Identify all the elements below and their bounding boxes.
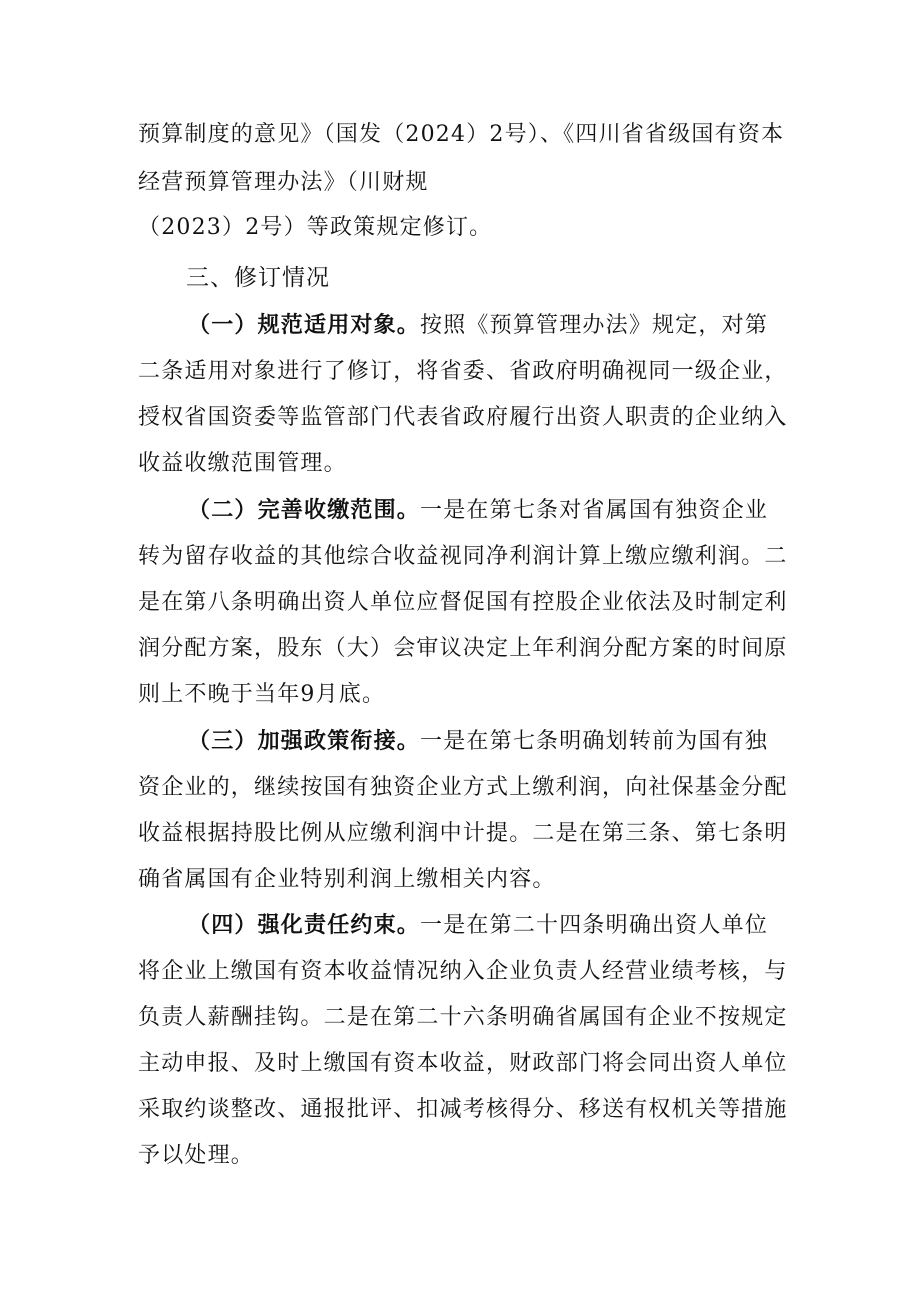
intro-line-1: 预算制度的意见》（国发（2024）2号）、《四川省省级国有资本 bbox=[138, 122, 785, 147]
item-3-line-3: 收益根据持股比例从应缴利润中计提。二是在第三条、第七条明 bbox=[138, 821, 788, 846]
item-3-label: （三）加强政策衔接。 bbox=[188, 729, 421, 754]
item-4-line-3: 负责人薪酬挂钩。二是在第二十六条明确省属国有企业不按规定 bbox=[138, 1005, 788, 1030]
item-1-first-line bbox=[188, 311, 768, 341]
item-4-line-4: 主动申报、及时上缴国有资本收益，财政部门将会同出资人单位 bbox=[138, 1051, 788, 1076]
item-4-line-5: 采取约谈整改、通报批评、扣减考核得分、移送有权机关等措施 bbox=[138, 1097, 788, 1122]
item-1-line-2: 二条适用对象进行了修订，将省委、省政府明确视同一级企业， bbox=[138, 359, 788, 384]
item-2-first-line-text: 一是在第七条对省属国有独资企业 bbox=[420, 498, 769, 523]
section-heading: 三、修订情况 bbox=[186, 265, 330, 291]
item-4-line-2: 将企业上缴国有资本收益情况纳入企业负责人经营业绩考核，与 bbox=[138, 959, 788, 984]
item-2-line-2: 转为留存收益的其他综合收益视同净利润计算上缴应缴利润。二 bbox=[138, 544, 788, 569]
item-1-line-3: 授权省国资委等监管部门代表省政府履行出资人职责的企业纳入 bbox=[138, 405, 788, 430]
item-2-label: （二）完善收缴范围。 bbox=[188, 498, 421, 523]
item-2-first-line bbox=[188, 496, 768, 526]
item-1-first-line-text: 按照《预算管理办法》规定，对第 bbox=[420, 313, 769, 338]
item-3-first-line bbox=[188, 727, 768, 757]
item-4-label: （四）强化责任约束。 bbox=[188, 913, 421, 938]
item-3-line-2: 资企业的，继续按国有独资企业方式上缴利润，向社保基金分配 bbox=[138, 775, 788, 800]
intro-line-2: 经营预算管理办法》（川财规 bbox=[138, 170, 429, 195]
item-3-first-line-text: 一是在第七条明确划转前为国有独 bbox=[420, 729, 769, 754]
item-4-line-6: 予以处理。 bbox=[138, 1143, 255, 1168]
item-1-line-4: 收益收缴范围管理。 bbox=[138, 451, 347, 476]
item-2-line-3: 是在第八条明确出资人单位应督促国有控股企业依法及时制定利 bbox=[138, 590, 788, 615]
item-2-line-5: 则上不晚于当年9月底。 bbox=[138, 682, 386, 707]
intro-line-3: （2023）2号）等政策规定修订。 bbox=[138, 215, 493, 240]
item-4-first-line-text: 一是在第二十四条明确出资人单位 bbox=[420, 913, 769, 938]
item-4-first-line bbox=[188, 911, 768, 941]
item-1-label: （一）规范适用对象。 bbox=[188, 313, 421, 338]
item-3-line-4: 确省属国有企业特别利润上缴相关内容。 bbox=[138, 867, 556, 892]
item-2-line-4: 润分配方案，股东（大）会审议决定上年利润分配方案的时间原 bbox=[138, 636, 788, 661]
